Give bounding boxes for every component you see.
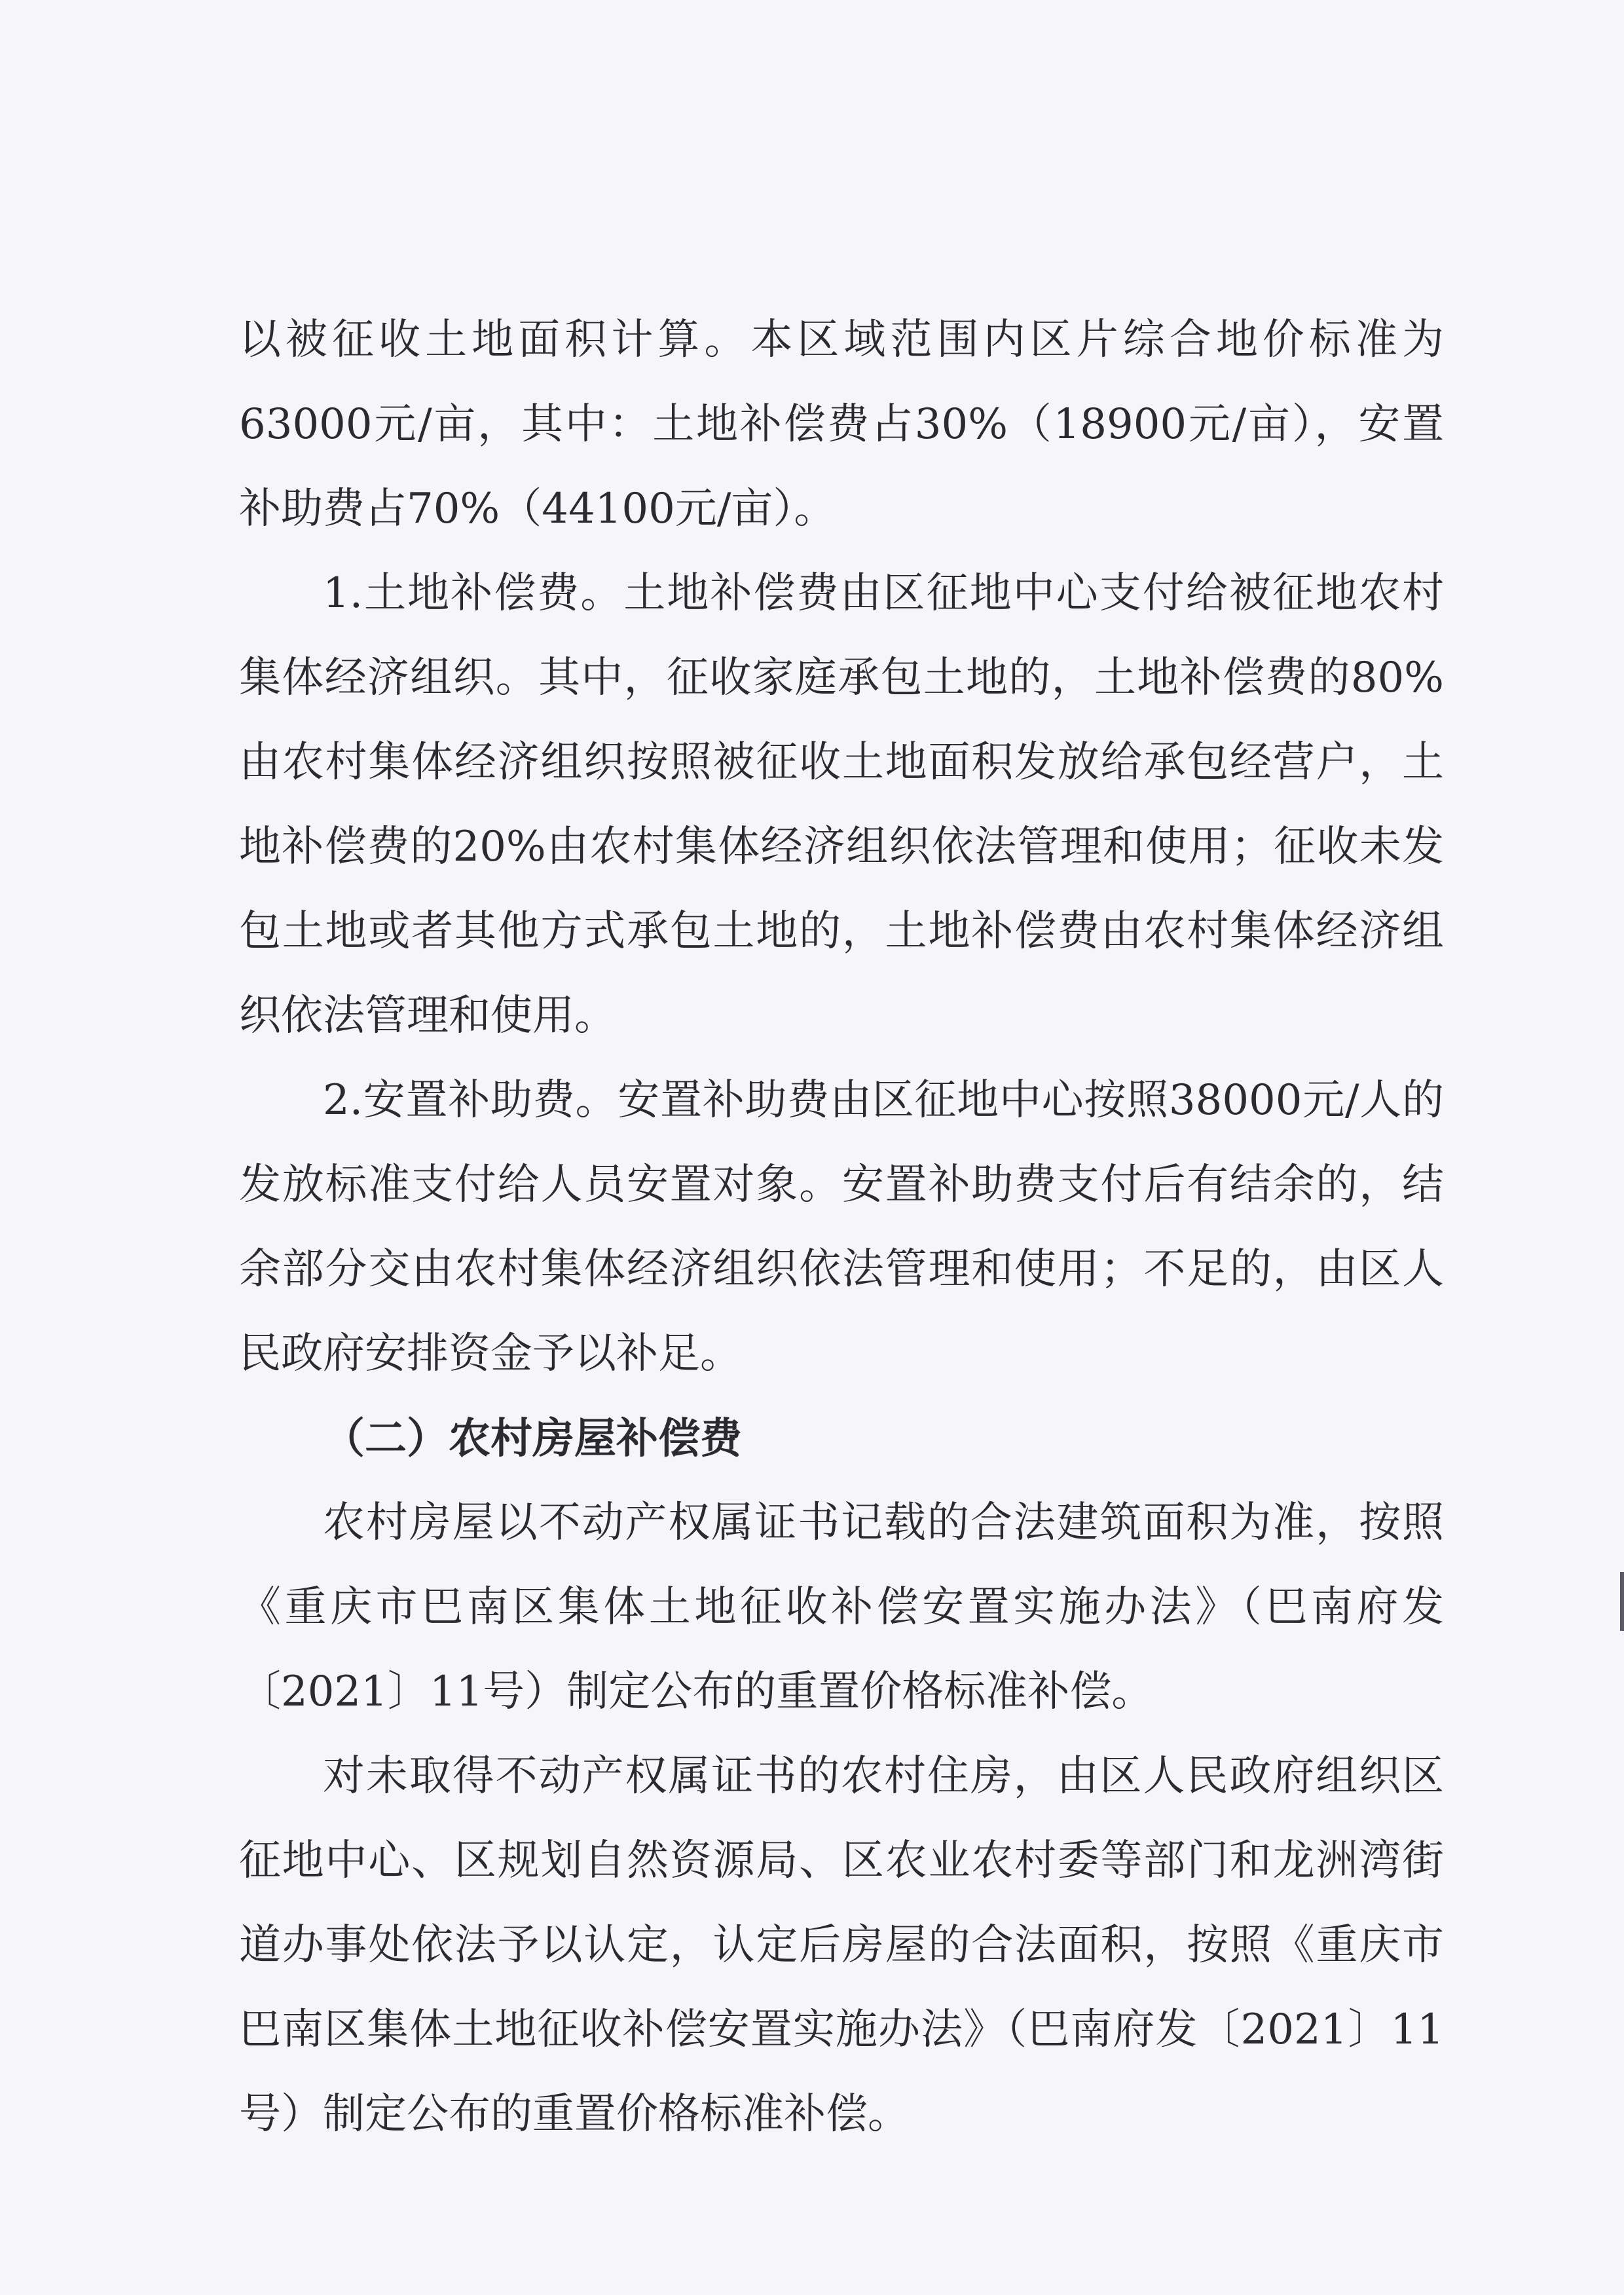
paragraph-resettlement-subsidy: 2.安置补助费。安置补助费由区征地中心按照38000元/人的发放标准支付给人员安置对象。安置补助费支付后有结余的，结余部分交由农村集体经济组织依法管理和使用；不足的，由区人民政府安排资金予以补足。 — [239, 1076, 1444, 1378]
paragraph-housing-uncertified: 对未取得不动产权属证书的农村住房，由区人民政府组织区征地中心、区规划自然资源局、区农业农村委等部门和龙洲湾街道办事处依法予以认定，认定后房屋的合法面积，按照《重庆市巴南区集体土地征收补偿安置实施办法》（巴南府发〔2021〕11号）制定公布的重置价格标准补偿。 — [239, 1752, 1444, 2138]
paragraph-land-compensation: 1.土地补偿费。土地补偿费由区征地中心支付给被征地农村集体经济组织。其中，征收家庭承包土地的，土地补偿费的80%由农村集体经济组织按照被征收土地面积发放给承包经营户，土地补偿费的20%由农村集体经济组织依法管理和使用；征收未发包土地或者其他方式承包土地的，土地补偿费由农村集体经济组织依法管理和使用。 — [239, 569, 1444, 1040]
scan-edge-mark — [1620, 1572, 1624, 1631]
paragraph-housing-certified: 农村房屋以不动产权属证书记载的合法建筑面积为准，按照《重庆市巴南区集体土地征收补偿安置实施办法》（巴南府发〔2021〕11号）制定公布的重置价格标准补偿。 — [239, 1499, 1444, 1716]
section-heading-rural-housing: （二）农村房屋补偿费 — [323, 1414, 742, 1463]
paragraph-land-price-standard: 以被征收土地面积计算。本区域范围内区片综合地价标准为63000元/亩，其中：土地补偿费占30%（18900元/亩），安置补助费占70%（44100元/亩）。 — [239, 316, 1444, 533]
document-body — [239, 298, 1444, 2157]
